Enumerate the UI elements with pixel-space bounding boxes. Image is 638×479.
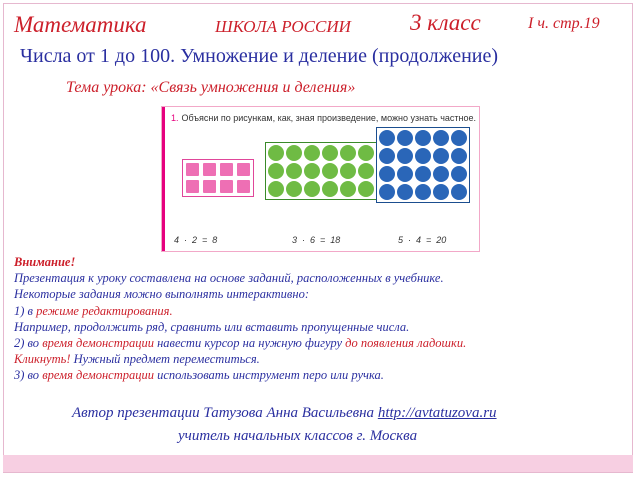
grade-label: 3 класс [410, 10, 481, 35]
grid-dot[interactable] [358, 181, 374, 197]
note-text: 3) во [14, 368, 43, 383]
note-line [14, 303, 466, 319]
note-text: 1) в [14, 303, 37, 318]
grid-dot[interactable] [397, 166, 413, 182]
note-line [14, 351, 466, 367]
note-text: навести курсор на нужную фигуру [153, 336, 346, 351]
grid-dot[interactable] [379, 130, 395, 146]
equations-group-3 [398, 195, 446, 252]
equations-group-2 [292, 195, 340, 252]
note-highlight: режиме редактирования. [36, 303, 173, 318]
exercise-number: 1. [171, 113, 179, 123]
grid-dot[interactable] [322, 145, 338, 161]
note-line: Презентация к уроку составлена на основе заданий, расположенных в учебнике. [14, 271, 444, 286]
note-text: Нужный предмет переместиться. [70, 352, 260, 367]
grid-dot[interactable] [304, 163, 320, 179]
page-reference: I ч. стр.19 [528, 15, 600, 32]
grid-dot[interactable] [304, 145, 320, 161]
grid-dot[interactable] [219, 162, 234, 177]
equation: 3 · 6 = 18 [292, 235, 341, 245]
note-line: Некоторые задания можно выполнять интерактивно: [14, 287, 309, 302]
grid-dot[interactable] [358, 145, 374, 161]
grid-dot[interactable] [433, 130, 449, 146]
author-line [72, 405, 497, 422]
grid-dot[interactable] [340, 163, 356, 179]
bottom-band [3, 455, 633, 472]
note-line [14, 367, 466, 383]
grid-dot[interactable] [415, 130, 431, 146]
author-name: Автор презентации Татузова Анна Васильевна [72, 405, 378, 421]
note-line: Например, продолжить ряд, сравнить или вставить пропущенные числа. [14, 319, 410, 334]
grid-dot[interactable] [286, 145, 302, 161]
grid-dot[interactable] [185, 162, 200, 177]
subject-title: Математика [14, 12, 147, 37]
exercise-task-text: Объясни по рисункам, как, зная произведение, можно узнать частное. [181, 113, 477, 123]
note-highlight: время демонстрации [42, 336, 154, 351]
school-program: ШКОЛА РОССИИ [215, 17, 351, 36]
grid-dot[interactable] [451, 148, 467, 164]
note-text: использовать инструмент перо или ручка. [153, 368, 384, 383]
author-position: учитель начальных классов г. Москва [178, 428, 418, 444]
exercise-task [171, 113, 476, 123]
grid-dot[interactable] [433, 166, 449, 182]
grid-dot[interactable] [397, 148, 413, 164]
grid-dot[interactable] [202, 162, 217, 177]
grid-dot[interactable] [286, 163, 302, 179]
equation: 4 · 2 = 8 [174, 235, 218, 245]
grid-dot[interactable] [397, 130, 413, 146]
grid-dot[interactable] [340, 181, 356, 197]
green-dot-grid[interactable] [265, 142, 377, 200]
equation: 5 · 4 = 20 [398, 235, 447, 245]
note-highlight: Кликнуть! [14, 352, 71, 367]
grid-dot[interactable] [340, 145, 356, 161]
grid-dot[interactable] [451, 130, 467, 146]
attention-label: Внимание! [14, 255, 76, 269]
author-website-link[interactable]: http://avtatuzova.ru [377, 405, 497, 421]
note-highlight: время демонстрации [42, 368, 154, 383]
grid-dot[interactable] [185, 179, 200, 194]
note-line [14, 335, 466, 351]
topic-heading: Числа от 1 до 100. Умножение и деление (продолжение) [20, 45, 499, 67]
exercise-image [161, 106, 480, 252]
grid-dot[interactable] [322, 163, 338, 179]
grid-dot[interactable] [379, 148, 395, 164]
grid-dot[interactable] [236, 179, 251, 194]
grid-dot[interactable] [268, 181, 284, 197]
grid-dot[interactable] [415, 166, 431, 182]
note-highlight: до появления ладошки. [345, 336, 467, 351]
grid-dot[interactable] [358, 163, 374, 179]
grid-dot[interactable] [268, 163, 284, 179]
note-text: 2) во [14, 336, 43, 351]
blue-dot-grid[interactable] [376, 127, 470, 203]
notes-block [14, 254, 466, 384]
grid-dot[interactable] [219, 179, 234, 194]
pink-dot-grid[interactable] [182, 159, 254, 197]
grid-dot[interactable] [379, 184, 395, 200]
exercise-accent-bar [162, 107, 165, 252]
grid-dot[interactable] [236, 162, 251, 177]
grid-dot[interactable] [268, 145, 284, 161]
grid-dot[interactable] [433, 148, 449, 164]
grid-dot[interactable] [379, 166, 395, 182]
grid-dot[interactable] [202, 179, 217, 194]
grid-dot[interactable] [451, 166, 467, 182]
lesson-topic: Тема урока: «Связь умножения и деления» [66, 79, 356, 96]
grid-dot[interactable] [451, 184, 467, 200]
equations-group-1 [174, 195, 217, 252]
grid-dot[interactable] [415, 148, 431, 164]
